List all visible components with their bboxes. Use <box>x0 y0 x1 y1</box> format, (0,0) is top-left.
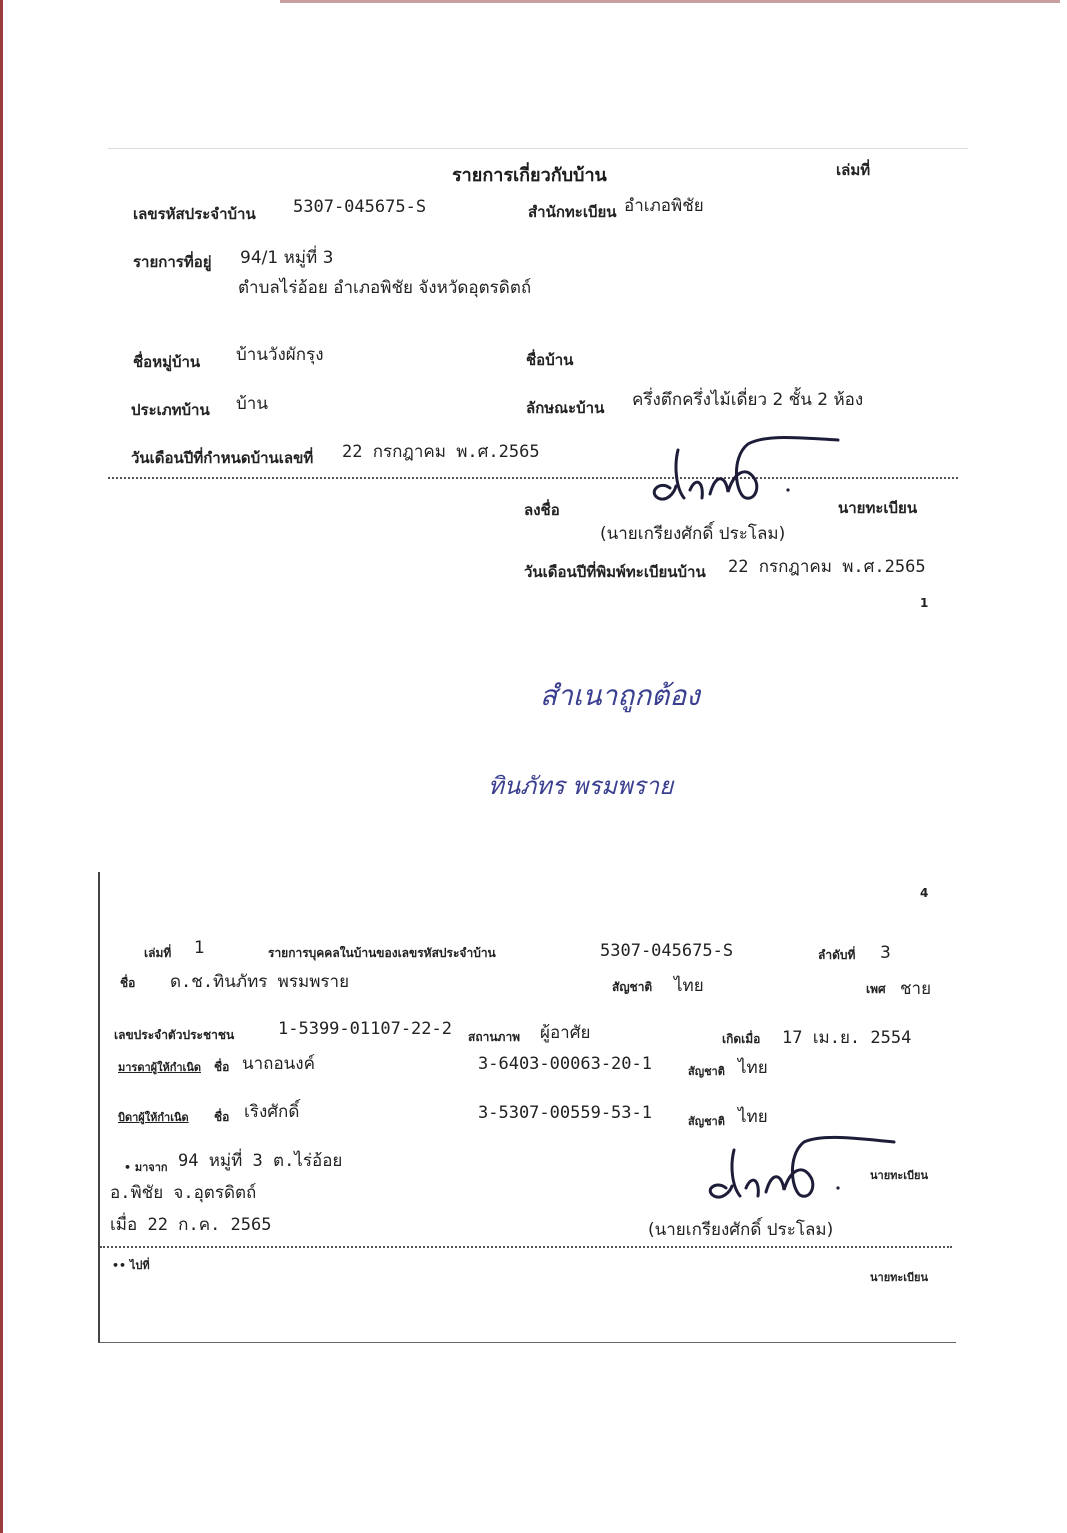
office-value: อำเภอพิชัย <box>624 196 704 216</box>
card2-book-number: 1 <box>194 938 205 958</box>
moved-from-label: • มาจาก <box>124 1161 168 1174</box>
registrar-name-1: (นายเกรียงศักดิ์ ประโลม) <box>600 524 786 544</box>
card2-divider <box>100 1246 952 1248</box>
card2-house-code: 5307-045675-S <box>600 941 734 961</box>
moved-from-line1: 94 หมู่ที่ 3 ต.ไร่อ้อย <box>178 1151 343 1171</box>
mother-id-value: 3-6403-00063-20-1 <box>478 1054 652 1074</box>
assigned-date-value: 22 กรกฎาคม พ.ศ.2565 <box>342 442 540 462</box>
registrar-label-2b: นายทะเบียน <box>870 1271 929 1284</box>
certified-copy-text: สำเนาถูกต้อง <box>540 679 700 712</box>
house-type-value: บ้าน <box>236 394 268 414</box>
nationality-value: ไทย <box>674 976 704 996</box>
village-value: บ้านวังผักรุง <box>236 345 324 365</box>
father-name-value: เริงศักดิ์ <box>244 1102 300 1122</box>
father-name-label: ชื่อ <box>214 1110 230 1124</box>
sign-label-1: ลงชื่อ <box>524 501 560 519</box>
moved-to-label: •• ไปที่ <box>112 1259 150 1272</box>
card1-title: รายการเกี่ยวกับบ้าน <box>452 165 607 186</box>
mother-nationality-label: สัญชาติ <box>688 1065 725 1078</box>
house-code-label: เลขรหัสประจำบ้าน <box>133 205 256 223</box>
registrar-name-2: (นายเกรียงศักดิ์ ประโลม) <box>648 1220 834 1240</box>
house-style-label: ลักษณะบ้าน <box>526 399 605 417</box>
moved-from-line3: เมื่อ 22 ก.ค. 2565 <box>110 1215 272 1235</box>
father-id-value: 3-5307-00559-53-1 <box>478 1103 652 1123</box>
scan-edge-top <box>280 0 1060 3</box>
mother-nationality-value: ไทย <box>738 1058 768 1078</box>
address-line2: ตำบลไร่อ้อย อำเภอพิชัย จังหวัดอุตรดิตถ์ <box>238 278 532 298</box>
card1-book-label: เล่มที่ <box>836 161 871 179</box>
house-type-label: ประเภทบ้าน <box>131 401 210 419</box>
address-line1: 94/1 หมู่ที่ 3 <box>240 248 334 268</box>
person-name-value: ด.ช.ทินภัทร พรมพราย <box>170 972 350 992</box>
birth-date-label: เกิดเมื่อ <box>722 1032 761 1046</box>
order-label: ลำดับที่ <box>818 948 856 962</box>
mother-label: มารดาผู้ให้กำเนิด <box>118 1061 201 1074</box>
print-date-value: 22 กรกฎาคม พ.ศ.2565 <box>728 557 926 577</box>
citizen-id-label: เลขประจำตัวประชาชน <box>114 1028 235 1042</box>
card1-page-number: 1 <box>920 596 929 610</box>
office-label: สำนักทะเบียน <box>528 203 617 221</box>
house-style-value: ครึ่งตึกครึ่งไม้เดี่ยว 2 ชั้น 2 ห้อง <box>632 390 864 410</box>
village-label: ชื่อหมู่บ้าน <box>133 353 201 371</box>
father-nationality-value: ไทย <box>738 1107 768 1127</box>
print-date-label: วันเดือนปีที่พิมพ์ทะเบียนบ้าน <box>524 563 706 581</box>
nationality-label: สัญชาติ <box>612 980 653 994</box>
registrar-label-1: นายทะเบียน <box>838 499 918 517</box>
citizen-id-value: 1-5399-01107-22-2 <box>278 1019 452 1039</box>
certifier-name-text: ทินภัทร พรมพราย <box>488 772 674 800</box>
address-label: รายการที่อยู่ <box>133 253 212 271</box>
father-nationality-label: สัญชาติ <box>688 1115 725 1128</box>
order-number: 3 <box>880 943 891 963</box>
card2-title: รายการบุคคลในบ้านของเลขรหัสประจำบ้าน <box>268 946 496 960</box>
card2-book-label: เล่มที่ <box>144 946 172 960</box>
house-code-value: 5307-045675-S <box>293 197 427 217</box>
registrar-label-2a: นายทะเบียน <box>870 1169 929 1182</box>
moved-from-line2: อ.พิชัย จ.อุตรดิตถ์ <box>110 1183 257 1203</box>
card2-page-number: 4 <box>920 886 929 900</box>
mother-name-label: ชื่อ <box>214 1060 230 1074</box>
sex-value: ชาย <box>900 979 932 999</box>
house-name-label: ชื่อบ้าน <box>526 351 574 369</box>
scan-edge-left <box>0 0 3 1533</box>
status-value: ผู้อาศัย <box>540 1023 591 1043</box>
status-label: สถานภาพ <box>468 1030 521 1044</box>
birth-date-value: 17 เม.ย. 2554 <box>782 1028 912 1048</box>
father-label: บิดาผู้ให้กำเนิด <box>118 1111 189 1124</box>
assigned-date-label: วันเดือนปีที่กำหนดบ้านเลขที่ <box>131 449 314 467</box>
sex-label: เพศ <box>866 982 886 996</box>
person-name-label: ชื่อ <box>120 976 136 990</box>
mother-name-value: นาถอนงค์ <box>242 1054 315 1074</box>
registrar-signature-1 <box>630 432 850 512</box>
